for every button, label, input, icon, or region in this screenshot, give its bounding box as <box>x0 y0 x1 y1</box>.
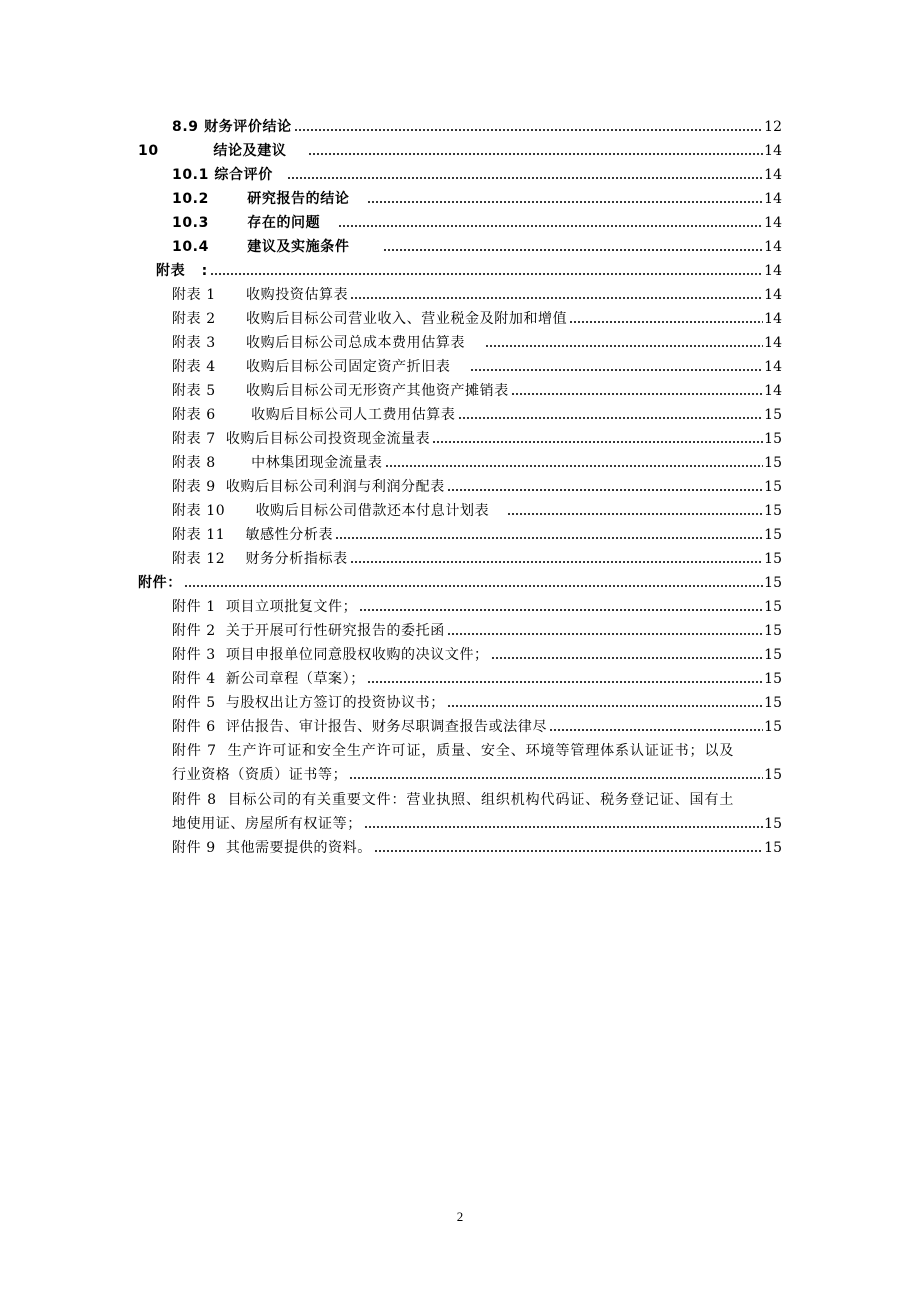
toc-label: 附表 10 收购后目标公司借款还本付息计划表 <box>172 503 490 519</box>
dot-leader <box>447 489 763 491</box>
toc-page: 14 <box>764 215 782 231</box>
dot-leader <box>447 633 763 635</box>
toc-label: 附件 9 其他需要提供的资料。 <box>172 840 372 856</box>
dot-leader <box>383 249 763 251</box>
toc-entry-table-6[interactable] <box>172 404 782 424</box>
dot-leader <box>210 273 763 275</box>
toc-label: 行业资格（资质）证书等； <box>172 767 348 783</box>
toc-page: 14 <box>764 143 782 159</box>
dot-leader <box>359 609 763 611</box>
toc-entry-appendix-tables[interactable] <box>156 260 782 280</box>
toc-label: 附件 5 与股权出让方签订的投资协议书； <box>172 695 445 711</box>
toc-label: 附表 4 收购后目标公司固定资产折旧表 <box>172 359 451 375</box>
dot-leader <box>385 465 764 467</box>
toc-page: 14 <box>764 287 782 303</box>
dot-leader <box>294 129 763 131</box>
toc-label: 附件 3 项目申报单位同意股权收购的决议文件； <box>172 647 489 663</box>
toc-entry-10-1[interactable] <box>172 164 782 184</box>
toc-label: 附件 7 生产许可证和安全生产许可证，质量、安全、环境等管理体系认证证书；以及 <box>172 743 735 759</box>
toc-page: 15 <box>764 479 782 495</box>
toc-label: 地使用证、房屋所有权证等； <box>172 816 362 832</box>
toc-label: 附表 9 收购后目标公司利润与利润分配表 <box>172 479 445 495</box>
toc-entry-8-9[interactable] <box>172 116 782 136</box>
toc-entry-attachment-3[interactable] <box>172 644 782 664</box>
dot-leader <box>569 321 763 323</box>
toc-page: 15 <box>764 503 782 519</box>
toc-page: 15 <box>764 551 782 567</box>
page-number: 2 <box>456 1209 464 1224</box>
dot-leader <box>350 561 764 563</box>
toc-entry-attachment-4[interactable] <box>172 668 782 688</box>
dot-leader <box>507 513 763 515</box>
toc-entry-attachment-1[interactable] <box>172 596 782 616</box>
toc-page: 15 <box>764 599 782 615</box>
toc-label: 附表 7 收购后目标公司投资现金流量表 <box>172 431 431 447</box>
toc-page: 14 <box>764 167 782 183</box>
toc-entry-10-4[interactable] <box>172 236 782 256</box>
toc-entry-table-12[interactable] <box>172 548 782 568</box>
dot-leader <box>364 826 763 828</box>
dot-leader <box>349 777 763 779</box>
toc-entry-table-5[interactable] <box>172 380 782 400</box>
toc-entry-attachments[interactable] <box>138 572 782 592</box>
toc-label: 10.4 建议及实施条件 <box>172 239 350 255</box>
dot-leader <box>470 369 763 371</box>
dot-leader <box>485 345 763 347</box>
toc-entry-table-9[interactable] <box>172 476 782 496</box>
toc-page: 12 <box>764 119 782 135</box>
toc-entry-table-3[interactable] <box>172 332 782 352</box>
toc-label: 附件 1 项目立项批复文件； <box>172 599 358 615</box>
toc-entry-attachment-8-line1[interactable] <box>172 791 782 809</box>
toc-page: 14 <box>764 383 782 399</box>
dot-leader <box>447 705 763 707</box>
toc-label: 附件： <box>138 575 182 591</box>
toc-page: 15 <box>764 407 782 423</box>
toc-label: 10.2 研究报告的结论 <box>172 191 350 207</box>
toc-label: 附表 12 财务分析指标表 <box>172 551 348 567</box>
toc-page: 15 <box>764 695 782 711</box>
toc-entry-attachment-5[interactable] <box>172 692 782 712</box>
dot-leader <box>549 729 763 731</box>
toc-entry-attachment-7-line1[interactable] <box>172 742 782 760</box>
toc-label: 附件 8 目标公司的有关重要文件：营业执照、组织机构代码证、税务登记证、国有土 <box>172 792 735 808</box>
toc-page: 15 <box>764 840 782 856</box>
toc-page: 14 <box>764 191 782 207</box>
toc-entry-10-3[interactable] <box>172 212 782 232</box>
toc-entry-table-2[interactable] <box>172 308 782 328</box>
dot-leader <box>491 657 764 659</box>
toc-page: 15 <box>764 767 782 783</box>
dot-leader <box>432 441 763 443</box>
toc-label: 附表 11 敏感性分析表 <box>172 527 334 543</box>
dot-leader <box>338 225 763 227</box>
toc-page: 15 <box>764 623 782 639</box>
toc-entry-table-11[interactable] <box>172 524 782 544</box>
toc-page: 14 <box>764 311 782 327</box>
toc-page: 15 <box>764 671 782 687</box>
dot-leader <box>184 585 763 587</box>
toc-label: 附表 : <box>156 263 208 279</box>
dot-leader <box>511 393 763 395</box>
dot-leader <box>335 537 763 539</box>
toc-entry-attachment-9[interactable] <box>172 837 782 857</box>
toc-entry-table-4[interactable] <box>172 356 782 376</box>
dot-leader <box>308 153 763 155</box>
toc-page: 14 <box>764 239 782 255</box>
toc-page: 15 <box>764 527 782 543</box>
toc-entry-10-2[interactable] <box>172 188 782 208</box>
toc-page: 14 <box>764 335 782 351</box>
toc-label: 附表 2 收购后目标公司营业收入、营业税金及附加和增值 <box>172 311 568 327</box>
toc-entry-attachment-7-line2[interactable] <box>172 764 782 784</box>
toc-label: 附表 3 收购后目标公司总成本费用估算表 <box>172 335 466 351</box>
toc-label: 附件 4 新公司章程（草案）； <box>172 671 365 687</box>
toc-label: 10.1 综合评价 <box>172 167 273 183</box>
toc-label: 8.9 财务评价结论 <box>172 119 292 135</box>
toc-label: 10.3 存在的问题 <box>172 215 321 231</box>
toc-label: 附表 6 收购后目标公司人工费用估算表 <box>172 407 456 423</box>
toc-entry-table-7[interactable] <box>172 428 782 448</box>
dot-leader <box>367 681 763 683</box>
toc-page: 15 <box>764 575 782 591</box>
dot-leader <box>367 201 763 203</box>
toc-label: 附表 1 收购投资估算表 <box>172 287 349 303</box>
toc-page: 15 <box>764 431 782 447</box>
toc-entry-table-10[interactable] <box>172 500 782 520</box>
toc-label: 附表 8 中林集团现金流量表 <box>172 455 383 471</box>
dot-leader <box>287 177 763 179</box>
toc-entry-table-1[interactable] <box>172 284 782 304</box>
toc-page: 15 <box>764 816 782 832</box>
toc-page: 15 <box>764 647 782 663</box>
dot-leader <box>350 297 763 299</box>
toc-page: 15 <box>764 455 782 471</box>
toc-page: 15 <box>764 719 782 735</box>
toc-page: 14 <box>764 359 782 375</box>
dot-leader <box>458 417 764 419</box>
toc-entry-attachment-6[interactable] <box>172 716 782 736</box>
toc-label: 附件 2 关于开展可行性研究报告的委托函 <box>172 623 445 639</box>
toc-entry-10[interactable] <box>138 140 782 160</box>
dot-leader <box>374 850 763 852</box>
toc-label: 附件 6 评估报告、审计报告、财务尽职调查报告或法律尽 <box>172 719 548 735</box>
toc-label: 附表 5 收购后目标公司无形资产其他资产摊销表 <box>172 383 509 399</box>
toc-entry-attachment-2[interactable] <box>172 620 782 640</box>
toc-page: 14 <box>764 263 782 279</box>
toc-label: 10 结论及建议 <box>138 143 287 159</box>
toc-entry-attachment-8-line2[interactable] <box>172 813 782 833</box>
toc-entry-table-8[interactable] <box>172 452 782 472</box>
